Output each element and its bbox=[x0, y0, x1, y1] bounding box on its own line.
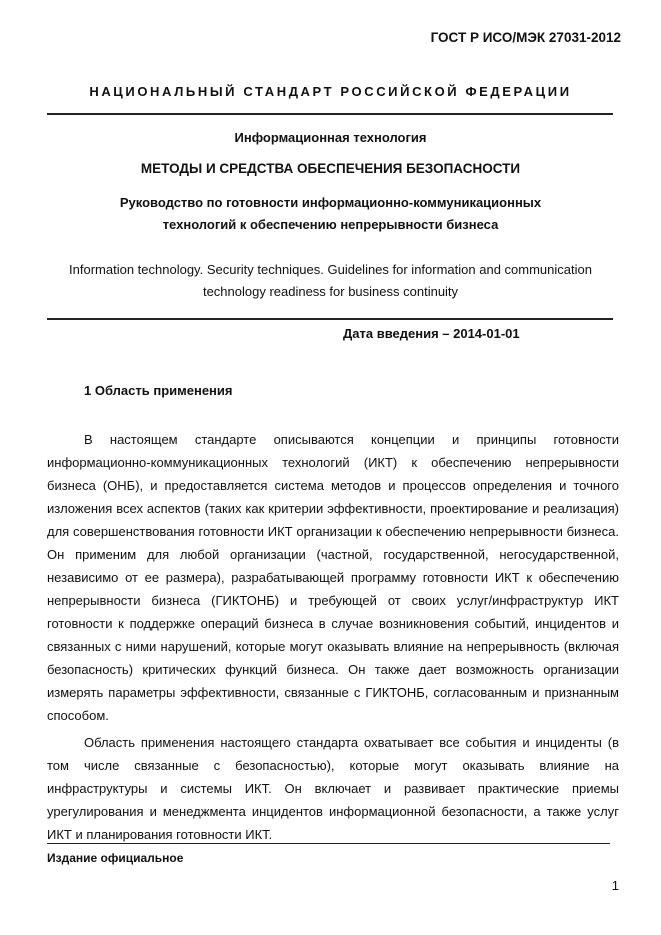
middle-divider bbox=[47, 318, 613, 320]
page-number: 1 bbox=[611, 878, 619, 893]
section-paragraph-1: В настоящем стандарте описываются концепции и принципы готовности информационно-коммуникационных технологий (ИКТ) к обеспечению непрерывности бизнеса (ОНБ), и предоставляется система методов и процессов определения и точного изложения всех аспектов (таких как критерии эффективности, проектирование и реализация) для совершенствования готовности ИКТ организации к обеспечению непрерывности бизнеса. Он применим для любой организации (частной, государственной, негосударственной, независимо от ее размера), разрабатывающей программу готовности ИКТ к обеспечению непрерывности бизнеса (ГИКТОНБ) и требующей от своих услуг/инфраструктур ИКТ готовности к поддержке операций бизнеса в случае возникновения событий, инцидентов и связанных с ними нарушений, которые могут оказывать влияние на непрерывность (включая безопасность) критических функций бизнеса. Он также дает возможность организации измерять параметры эффективности, связанные с ГИКТОНБ, согласованным и признанным способом. bbox=[47, 432, 619, 723]
introduction-date: Дата введения – 2014-01-01 bbox=[343, 326, 520, 341]
bottom-divider bbox=[47, 843, 610, 844]
national-standard-heading: НАЦИОНАЛЬНЫЙ СТАНДАРТ РОССИЙСКОЙ ФЕДЕРАЦИИ bbox=[89, 84, 572, 99]
section-heading: 1 Область применения bbox=[84, 383, 233, 398]
section-paragraph-2: Область применения настоящего стандарта охватывает все события и инциденты (в том числе связанные с безопасностью), которые могут оказывать влияние на инфраструктуры и системы ИКТ. Он включает и развивает практические приемы урегулирования и менеджмента инцидентов информационной безопасности, а также услуг ИКТ и планирования готовности ИКТ. bbox=[47, 735, 619, 842]
guide-title-line-1: Руководство по готовности информационно-коммуникационных bbox=[119, 195, 542, 210]
guide-title bbox=[0, 192, 661, 236]
english-title bbox=[0, 259, 661, 303]
guide-title-line-2: технологий к обеспечению непрерывности бизнеса bbox=[162, 217, 499, 232]
document-title: МЕТОДЫ И СРЕДСТВА ОБЕСПЕЧЕНИЯ БЕЗОПАСНОСТИ bbox=[140, 161, 521, 176]
top-divider bbox=[47, 113, 613, 115]
english-title-line-2: technology readiness for business continuity bbox=[202, 284, 459, 299]
edition-note: Издание официальное bbox=[47, 851, 184, 865]
english-title-line-1: Information technology. Security techniques. Guidelines for information and communication bbox=[69, 262, 592, 277]
document-code: ГОСТ Р ИСО/МЭК 27031-2012 bbox=[430, 30, 621, 45]
document-subtitle: Информационная технология bbox=[234, 130, 427, 145]
